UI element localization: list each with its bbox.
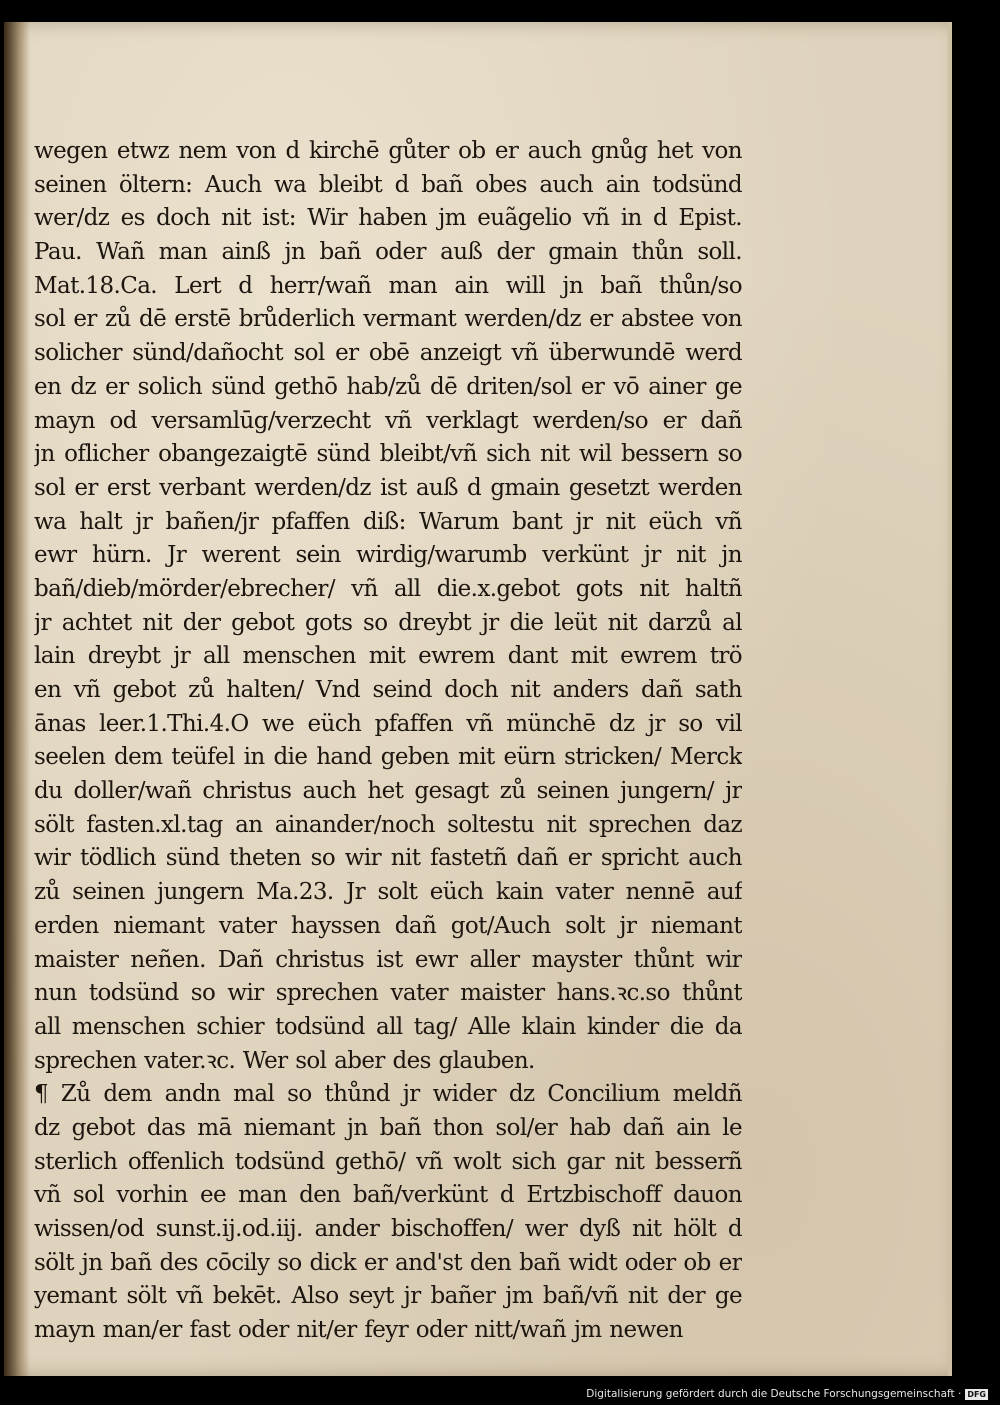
- text-line: seelen dem teüfel in die hand geben mit eürn stricken/ Merck: [34, 744, 742, 771]
- text-line: yemant sölt vñ bekēt. Also seyt jr bañer jm bañ/vñ nit der ge: [34, 1283, 742, 1310]
- page-gutter-shadow: [4, 22, 30, 1376]
- text-line: wa halt jr bañen/jr pfaffen diß: Warum bant jr nit eüch vñ: [34, 508, 742, 535]
- text-line: wer/dz es doch nit ist: Wir haben jm euãgelio vñ in d Epist.: [34, 205, 742, 232]
- book-page: [4, 22, 950, 1376]
- text-line: jn oflicher obangezaigtē sünd bleibt/vñ sich nit wil bessern so: [34, 441, 742, 468]
- text-line: seinen öltern: Auch wa bleibt d bañ obes auch ain todsünd: [34, 171, 742, 198]
- text-line: erden niemant vater hayssen dañ got/Auch solt jr niemant: [34, 912, 742, 939]
- text-line: mayn od versamlūg/verzecht vñ verklagt werden/so er dañ: [34, 407, 742, 434]
- text-line: en dz er solich sünd gethō hab/zů dē driten/sol er vō ainer ge: [34, 373, 742, 400]
- text-line: nun todsünd so wir sprechen vater maister hans.ꝛc.so thůnt: [34, 980, 742, 1007]
- credit-text: Digitalisierung gefördert durch die Deutsche Forschungsgemeinschaft ·: [586, 1388, 962, 1400]
- text-line: lain dreybt jr all menschen mit ewrem dant mit ewrem trö: [34, 643, 742, 670]
- text-line: sölt fasten.xl.tag an ainander/noch soltestu nit sprechen daz: [34, 811, 742, 838]
- text-line: ānas leer.1.Thi.4.O we eüch pfaffen vñ münchē dz jr so vil: [34, 710, 742, 737]
- text-line: ¶ Zů dem andn mal so thůnd jr wider dz Concilium meldñ: [34, 1081, 742, 1108]
- text-line: solicher sünd/dañocht sol er obē anzeigt vñ überwundē werd: [34, 340, 742, 367]
- text-line: bañ/dieb/mörder/ebrecher/ vñ all die.x.gebot gots nit haltñ: [34, 575, 742, 602]
- dfg-logo: DFG: [967, 1389, 986, 1399]
- text-line: all menschen schier todsünd all tag/ Alle klain kinder die da: [34, 1013, 742, 1040]
- text-line: du doller/wañ christus auch het gesagt zů seinen jungern/ jr: [34, 778, 742, 805]
- text-line: sterlich offenlich todsünd gethō/ vñ wolt sich gar nit besserñ: [34, 1148, 742, 1175]
- text-line: sol er zů dē erstē brůderlich vermant werden/dz er abstee von: [34, 306, 742, 333]
- text-line: mayn man/er fast oder nit/er feyr oder nitt/wañ jm newen: [34, 1317, 683, 1344]
- text-line: sprechen vater.ꝛc. Wer sol aber des glauben.: [34, 1047, 535, 1074]
- page-text-block: [34, 135, 742, 1348]
- page-edge: [948, 22, 952, 1376]
- text-line: sölt jn bañ des cōcily so dick er and'st den bañ widt oder ob er: [34, 1249, 742, 1276]
- text-line: Pau. Wañ man ainß jn bañ oder auß der gmain thůn soll.: [34, 239, 742, 266]
- text-line: en vñ gebot zů halten/ Vnd seind doch nit anders dañ sath: [34, 677, 742, 703]
- text-line: zů seinen jungern Ma.23. Jr solt eüch kain vater nennē auf: [34, 879, 742, 906]
- digitization-credit: [586, 1388, 988, 1400]
- text-line: jr achtet nit der gebot gots so dreybt jr die leüt nit darzů al: [34, 609, 742, 636]
- text-line: ewr hürn. Jr werent sein wirdig/warumb verkünt jr nit jn: [34, 542, 742, 569]
- text-line: maister neñen. Dañ christus ist ewr aller mayster thůnt wir: [34, 946, 742, 973]
- text-line: wegen etwz nem von d kirchē gůter ob er auch gnůg het von: [34, 138, 742, 164]
- text-line: Mat.18.Ca. Lert d herr/wañ man ain will jn bañ thůn/so: [34, 272, 742, 299]
- text-line: wissen/od sunst.ij.od.iij. ander bischoffen/ wer dyß nit hölt d: [34, 1216, 742, 1242]
- text-line: wir tödlich sünd theten so wir nit fastetñ dañ er spricht auch: [34, 845, 742, 872]
- text-line: dz gebot das mā niemant jn bañ thon sol/er hab dañ ain le: [34, 1114, 742, 1141]
- text-line: sol er erst verbant werden/dz ist auß d gmain gesetzt werden: [34, 474, 742, 501]
- text-line: vñ sol vorhin ee man den bañ/verkünt d Ertzbischoff dauon: [34, 1182, 742, 1209]
